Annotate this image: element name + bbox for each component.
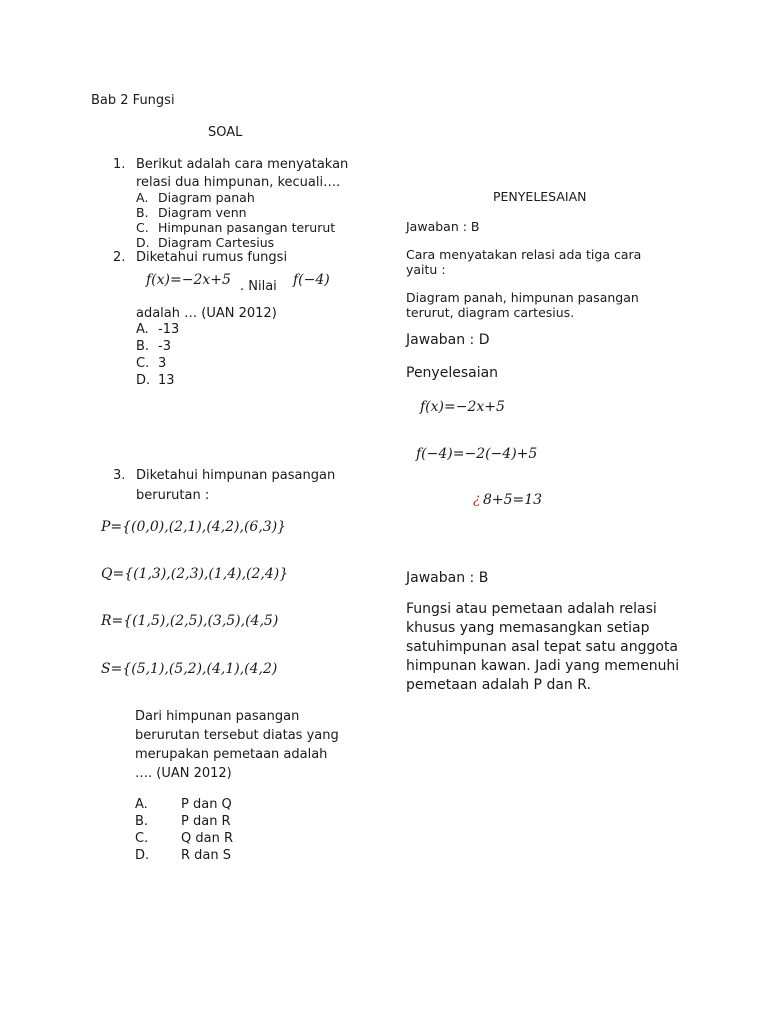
- jawaban-label: Jawaban : B: [406, 219, 480, 234]
- option-letter: C.: [135, 831, 149, 846]
- jawaban-label: Jawaban : B: [406, 570, 489, 586]
- question-text: adalah … (UAN 2012): [136, 306, 277, 321]
- option-letter: D.: [136, 373, 151, 388]
- question-text: relasi dua himpunan, kecuali….: [136, 175, 341, 190]
- jawaban-label: Jawaban : D: [406, 332, 490, 348]
- nilai-text: . Nilai: [240, 279, 277, 294]
- answer-text: Fungsi atau pemetaan adalah relasi: [406, 601, 657, 617]
- option-letter: B.: [135, 814, 149, 829]
- option-text: Diagram Cartesius: [158, 235, 275, 250]
- function-value: f(−4): [293, 272, 330, 288]
- solution-mark: ¿: [473, 491, 481, 507]
- question-text: berurutan tersebut diatas yang: [135, 728, 339, 743]
- option-text: P dan Q: [181, 797, 232, 812]
- question-text: Dari himpunan pasangan: [135, 709, 300, 724]
- penyelesaian-label: Penyelesaian: [406, 365, 499, 381]
- option-letter: A.: [135, 797, 148, 812]
- question-number: 2.: [113, 250, 126, 265]
- option-text: Diagram venn: [158, 205, 247, 220]
- set-r: R={(1,5),(2,5),(3,5),(4,5): [101, 613, 279, 629]
- option-letter: D.: [136, 235, 150, 250]
- answer-text: yaitu :: [406, 262, 446, 277]
- answer-text: Cara menyatakan relasi ada tiga cara: [406, 247, 642, 262]
- question-text: …. (UAN 2012): [135, 766, 232, 781]
- option-text: R dan S: [181, 848, 232, 863]
- option-letter: A.: [136, 190, 149, 205]
- set-s: S={(5,1),(5,2),(4,1),(4,2): [101, 661, 278, 677]
- question-number: 1.: [113, 157, 126, 172]
- option-text: P dan R: [181, 814, 231, 829]
- answer-text: khusus yang memasangkan setiap: [406, 620, 650, 636]
- option-letter: C.: [136, 356, 150, 371]
- function-formula: f(x)=−2x+5: [146, 272, 231, 288]
- option-letter: B.: [136, 339, 150, 354]
- option-text: Q dan R: [181, 831, 233, 846]
- option-text: Diagram panah: [158, 190, 255, 205]
- chapter-title: Bab 2 Fungsi: [91, 93, 175, 108]
- solution-step-3: 8+5=13: [483, 492, 543, 508]
- answer-text: terurut, diagram cartesius.: [406, 305, 575, 320]
- soal-heading: SOAL: [208, 125, 243, 140]
- question-text: Diketahui himpunan pasangan: [136, 468, 336, 483]
- option-text: -3: [158, 339, 171, 354]
- set-p: P={(0,0),(2,1),(4,2),(6,3)}: [101, 519, 287, 535]
- answer-text: pemetaan adalah P dan R.: [406, 677, 591, 693]
- answer-text: Diagram panah, himpunan pasangan: [406, 290, 639, 305]
- option-text: Himpunan pasangan terurut: [158, 220, 336, 235]
- option-text: -13: [158, 322, 180, 337]
- question-text: merupakan pemetaan adalah: [135, 747, 328, 762]
- set-q: Q={(1,3),(2,3),(1,4),(2,4)}: [101, 566, 289, 582]
- question-text: Diketahui rumus fungsi: [136, 250, 288, 265]
- question-text: berurutan :: [136, 488, 210, 503]
- option-letter: D.: [135, 848, 150, 863]
- question-number: 3.: [113, 468, 126, 483]
- answer-text: satuhimpunan asal tepat satu anggota: [406, 639, 679, 655]
- question-text: Berikut adalah cara menyatakan: [136, 157, 349, 172]
- option-letter: C.: [136, 220, 149, 235]
- solution-step-2: f(−4)=−2(−4)+5: [416, 446, 538, 462]
- penyelesaian-heading: PENYELESAIAN: [493, 189, 587, 204]
- option-text: 13: [158, 373, 175, 388]
- option-text: 3: [158, 356, 167, 371]
- option-letter: B.: [136, 205, 149, 220]
- answer-text: himpunan kawan. Jadi yang memenuhi: [406, 658, 680, 674]
- solution-step-1: f(x)=−2x+5: [420, 399, 505, 415]
- option-letter: A.: [136, 322, 149, 337]
